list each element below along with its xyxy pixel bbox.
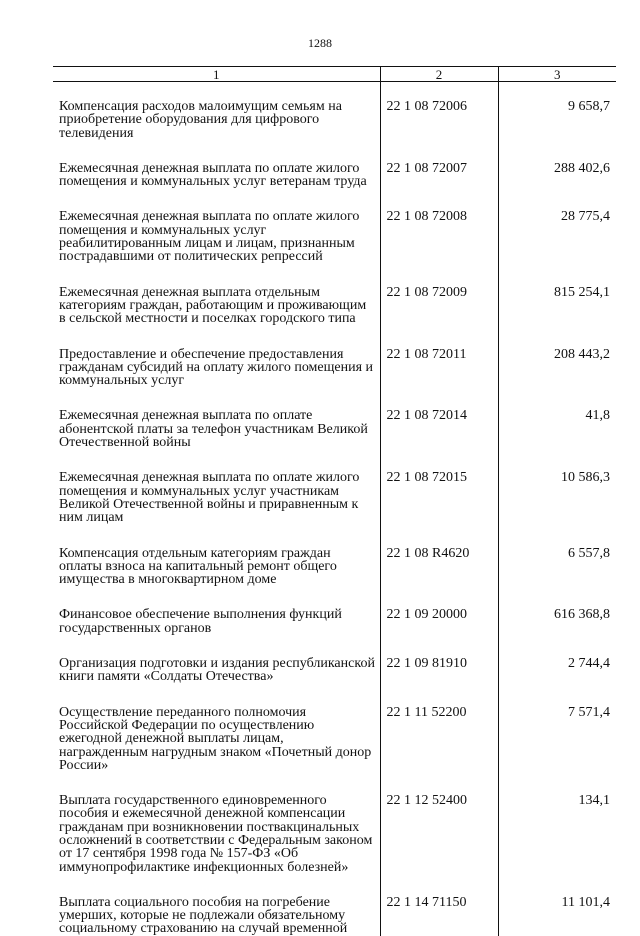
- row-name-cell: Ежемесячная денежная выплата по оплате жилого помещения и коммунальных услуг реабилитированным лицам и лицам, признанным пострадавшими от политических репрессий: [59, 209, 360, 265]
- row-spacer: [53, 449, 616, 471]
- row-code-cell: 22 1 09 81910: [380, 657, 498, 684]
- spacer-cell: [380, 387, 498, 409]
- row-name-cell: Осуществление переданного полномочия Российской Федерации по осуществлению ежегодной денежной выплаты лицам, награжденным нагрудным знаком «Почетный донор России»: [59, 704, 372, 773]
- row-name-cell: Ежемесячная денежная выплата отдельным категориям граждан, работающим и проживающим в сельской местности и поселках городского типа: [59, 284, 367, 327]
- spacer-cell: [498, 188, 616, 210]
- spacer-cell: [53, 264, 380, 286]
- row-code-cell: 22 1 08 72015: [380, 471, 498, 524]
- row-spacer: [53, 525, 616, 547]
- spacer-cell: [53, 684, 380, 706]
- row-spacer: [53, 387, 616, 409]
- row-value-cell: 616 368,8: [498, 608, 616, 635]
- row-value-cell: 208 443,2: [498, 348, 616, 388]
- row-spacer: [53, 140, 616, 162]
- row-name-cell: Компенсация расходов малоимущим семьям на приобретение оборудования для цифрового телевидения: [59, 99, 342, 141]
- spacer-cell: [380, 525, 498, 547]
- spacer-cell: [380, 874, 498, 896]
- spacer-cell: [53, 387, 380, 409]
- spacer-cell: [498, 449, 616, 471]
- row-code-cell: 22 1 08 72007: [380, 162, 498, 189]
- spacer-cell: [498, 874, 616, 896]
- spacer-cell: [380, 772, 498, 794]
- row-code-cell: 22 1 08 72008: [380, 210, 498, 263]
- table-row: [53, 547, 616, 587]
- spacer-cell: [380, 188, 498, 210]
- table-row: [53, 794, 616, 874]
- spacer-cell: [380, 140, 498, 162]
- table-header-row: [53, 67, 616, 82]
- row-value-cell: 41,8: [498, 409, 616, 449]
- row-value-cell: 9 658,7: [498, 100, 616, 140]
- row-code-cell: 22 1 08 72014: [380, 409, 498, 449]
- table-row: [53, 162, 616, 189]
- row-code-cell: 22 1 08 72006: [380, 100, 498, 140]
- row-name-cell: Выплата государственного единовременного пособия и ежемесячной денежной компенсации гражданам при возникновении поствакцинальных осложнений в соответствии с Федеральным законом от 17 сентября 1998 года № 157-ФЗ «Об иммунопрофилактике инфекционных болезней»: [59, 793, 373, 875]
- table-row: [53, 210, 616, 263]
- column-header-2: 2: [380, 67, 498, 82]
- row-spacer: [53, 635, 616, 657]
- row-code-cell: 22 1 08 72011: [380, 348, 498, 388]
- row-value-cell: 28 775,4: [498, 210, 616, 263]
- spacer-cell: [380, 635, 498, 657]
- spacer-cell: [380, 684, 498, 706]
- page-number: 1288: [308, 36, 332, 50]
- row-value-cell: 7 571,4: [498, 706, 616, 772]
- spacer-cell: [498, 326, 616, 348]
- row-value-cell: 134,1: [498, 794, 616, 874]
- table-row: [53, 896, 616, 936]
- row-name-cell: Организация подготовки и издания республиканской книги памяти «Солдаты Отечества»: [59, 656, 375, 685]
- row-spacer: [53, 772, 616, 794]
- spacer-cell: [498, 772, 616, 794]
- row-name-cell: Ежемесячная денежная выплата по оплате абонентской платы за телефон участникам Великой Отечественной войны: [59, 408, 368, 451]
- row-name-cell: Ежемесячная денежная выплата по оплате жилого помещения и коммунальных услуг участникам Великой Отечественной войны и приравненным к ним лицам: [59, 470, 360, 526]
- row-name-cell: Ежемесячная денежная выплата по оплате жилого помещения и коммунальных услуг ветеранам труда: [59, 160, 367, 190]
- row-value-cell: 815 254,1: [498, 286, 616, 326]
- spacer-cell: [53, 635, 380, 657]
- column-header-1: 1: [53, 67, 380, 82]
- table-row: [53, 286, 616, 326]
- row-spacer: [53, 586, 616, 608]
- spacer-cell: [498, 684, 616, 706]
- row-value-cell: 6 557,8: [498, 547, 616, 587]
- spacer-cell: [498, 82, 616, 101]
- table-row: [53, 706, 616, 772]
- row-code-cell: 22 1 11 52200: [380, 706, 498, 772]
- row-code-cell: 22 1 14 71150: [380, 896, 498, 936]
- table-body: [53, 82, 616, 936]
- spacer-cell: [53, 326, 380, 348]
- row-code-cell: 22 1 08 72009: [380, 286, 498, 326]
- row-name-cell: Финансовое обеспечение выполнения функций государственных органов: [59, 607, 342, 636]
- spacer-cell: [53, 525, 380, 547]
- spacer-cell: [53, 82, 380, 101]
- row-code-cell: 22 1 12 52400: [380, 794, 498, 874]
- spacer-cell: [53, 188, 380, 210]
- spacer-cell: [498, 140, 616, 162]
- spacer-cell: [498, 387, 616, 409]
- row-name-cell: Выплата социального пособия на погребение умерших, которые не подлежали обязательному социальному страхованию на случай временной: [59, 894, 348, 936]
- spacer-cell: [53, 772, 380, 794]
- row-spacer: [53, 874, 616, 896]
- table-row: [53, 348, 616, 388]
- spacer-cell: [498, 586, 616, 608]
- row-value-cell: 2 744,4: [498, 657, 616, 684]
- spacer-cell: [380, 82, 498, 101]
- budget-table: [53, 66, 616, 936]
- row-spacer: [53, 82, 616, 101]
- spacer-cell: [380, 449, 498, 471]
- spacer-cell: [53, 449, 380, 471]
- row-code-cell: 22 1 08 R4620: [380, 547, 498, 587]
- table-row: [53, 409, 616, 449]
- spacer-cell: [498, 264, 616, 286]
- table-row: [53, 657, 616, 684]
- row-value-cell: 288 402,6: [498, 162, 616, 189]
- spacer-cell: [380, 264, 498, 286]
- spacer-cell: [53, 586, 380, 608]
- row-spacer: [53, 188, 616, 210]
- row-spacer: [53, 326, 616, 348]
- row-value-cell: 11 101,4: [498, 896, 616, 936]
- table-row: [53, 471, 616, 524]
- row-name-cell: Предоставление и обеспечение предоставления гражданам субсидий на оплату жилого помещения и коммунальных услуг: [59, 346, 374, 389]
- spacer-cell: [53, 874, 380, 896]
- spacer-cell: [53, 140, 380, 162]
- spacer-cell: [380, 326, 498, 348]
- column-header-3: 3: [498, 67, 616, 82]
- row-spacer: [53, 684, 616, 706]
- table-row: [53, 608, 616, 635]
- spacer-cell: [380, 586, 498, 608]
- row-code-cell: 22 1 09 20000: [380, 608, 498, 635]
- spacer-cell: [498, 525, 616, 547]
- spacer-cell: [498, 635, 616, 657]
- row-name-cell: Компенсация отдельным категориям граждан оплаты взноса на капитальный ремонт общего имущества в многоквартирном доме: [59, 545, 337, 588]
- row-spacer: [53, 264, 616, 286]
- table-row: [53, 100, 616, 140]
- row-value-cell: 10 586,3: [498, 471, 616, 524]
